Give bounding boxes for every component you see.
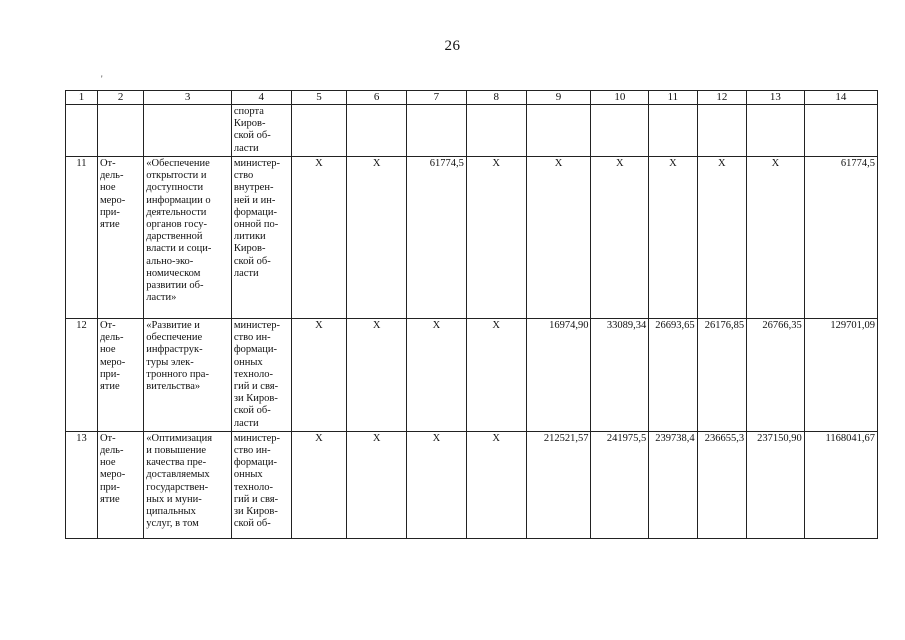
cell-empty	[144, 105, 232, 157]
cell-executor: министер- ство ин- формаци- онных техноло- гий и свя- зи Киров- ской об- ласти	[231, 319, 291, 432]
cell-empty	[526, 105, 591, 157]
cell-type: От- дель- ное меро- при- ятие	[97, 431, 143, 538]
cell-col14: 61774,5	[804, 157, 877, 319]
col-header-3: 3	[144, 91, 232, 105]
cell-col6: X	[347, 157, 407, 319]
col-header-8: 8	[466, 91, 526, 105]
cell-empty	[591, 105, 649, 157]
cell-col5: X	[291, 319, 347, 432]
page-number: 26	[444, 38, 461, 54]
cell-col12: 236655,3	[697, 431, 746, 538]
cell-col10: X	[591, 157, 649, 319]
cell-empty	[66, 105, 98, 157]
cell-row-number: 11	[66, 157, 98, 319]
cell-name: «Обеспечение открытости и доступности информации о деятельности органов госу- дарственной власти и соци- ально-эко- номическом развитии об- ласти»	[144, 157, 232, 319]
cell-col7: 61774,5	[407, 157, 467, 319]
cell-name: «Развитие и обеспечение инфраструк- туры элек- тронного пра- вительства»	[144, 319, 232, 432]
cell-col14: 1168041,67	[804, 431, 877, 538]
cell-executor: министер- ство внутрен- ней и ин- формаци- онной по- литики Киров- ской об- ласти	[231, 157, 291, 319]
cell-name: «Оптимизация и повышение качества пре- доставляемых государствен- ных и муни- ципальных услуг, в том	[144, 431, 232, 538]
cell-empty	[347, 105, 407, 157]
col-header-4: 4	[231, 91, 291, 105]
cell-col8: X	[466, 319, 526, 432]
col-header-14: 14	[804, 91, 877, 105]
table-row	[66, 157, 878, 319]
cell-type: От- дель- ное меро- при- ятие	[97, 319, 143, 432]
cell-empty	[697, 105, 746, 157]
col-header-13: 13	[747, 91, 805, 105]
col-header-7: 7	[407, 91, 467, 105]
cell-col5: X	[291, 157, 347, 319]
col-header-6: 6	[347, 91, 407, 105]
cell-executor: министер- ство ин- формаци- онных техноло- гий и свя- зи Киров- ской об-	[231, 431, 291, 538]
cell-col11: X	[649, 157, 697, 319]
cell-col9: 212521,57	[526, 431, 591, 538]
cell-row-number: 13	[66, 431, 98, 538]
cell-empty	[747, 105, 805, 157]
cell-row-number: 12	[66, 319, 98, 432]
header-row	[66, 91, 878, 105]
stray-mark: '	[101, 74, 103, 84]
col-header-1: 1	[66, 91, 98, 105]
cell-col14: 129701,09	[804, 319, 877, 432]
cell-col13: 26766,35	[747, 319, 805, 432]
cell-empty	[649, 105, 697, 157]
cell-col7: X	[407, 431, 467, 538]
col-header-12: 12	[697, 91, 746, 105]
cell-col11: 26693,65	[649, 319, 697, 432]
cell-col8: X	[466, 431, 526, 538]
col-header-9: 9	[526, 91, 591, 105]
cell-col10: 241975,5	[591, 431, 649, 538]
cell-col11: 239738,4	[649, 431, 697, 538]
table-row	[66, 319, 878, 432]
cell-empty	[407, 105, 467, 157]
col-header-10: 10	[591, 91, 649, 105]
cell-executor: спорта Киров- ской об- ласти	[231, 105, 291, 157]
cell-col10: 33089,34	[591, 319, 649, 432]
cell-col13: X	[747, 157, 805, 319]
cell-col6: X	[347, 431, 407, 538]
cell-empty	[804, 105, 877, 157]
cell-col9: X	[526, 157, 591, 319]
cell-empty	[97, 105, 143, 157]
cell-col6: X	[347, 319, 407, 432]
cell-type: От- дель- ное меро- при- ятие	[97, 157, 143, 319]
program-table	[65, 90, 878, 539]
table-row	[66, 431, 878, 538]
cell-col12: 26176,85	[697, 319, 746, 432]
col-header-2: 2	[97, 91, 143, 105]
col-header-11: 11	[649, 91, 697, 105]
cell-col7: X	[407, 319, 467, 432]
table-row-continuation	[66, 105, 878, 157]
cell-col12: X	[697, 157, 746, 319]
cell-empty	[291, 105, 347, 157]
cell-col9: 16974,90	[526, 319, 591, 432]
cell-col8: X	[466, 157, 526, 319]
col-header-5: 5	[291, 91, 347, 105]
cell-col5: X	[291, 431, 347, 538]
cell-col13: 237150,90	[747, 431, 805, 538]
cell-empty	[466, 105, 526, 157]
